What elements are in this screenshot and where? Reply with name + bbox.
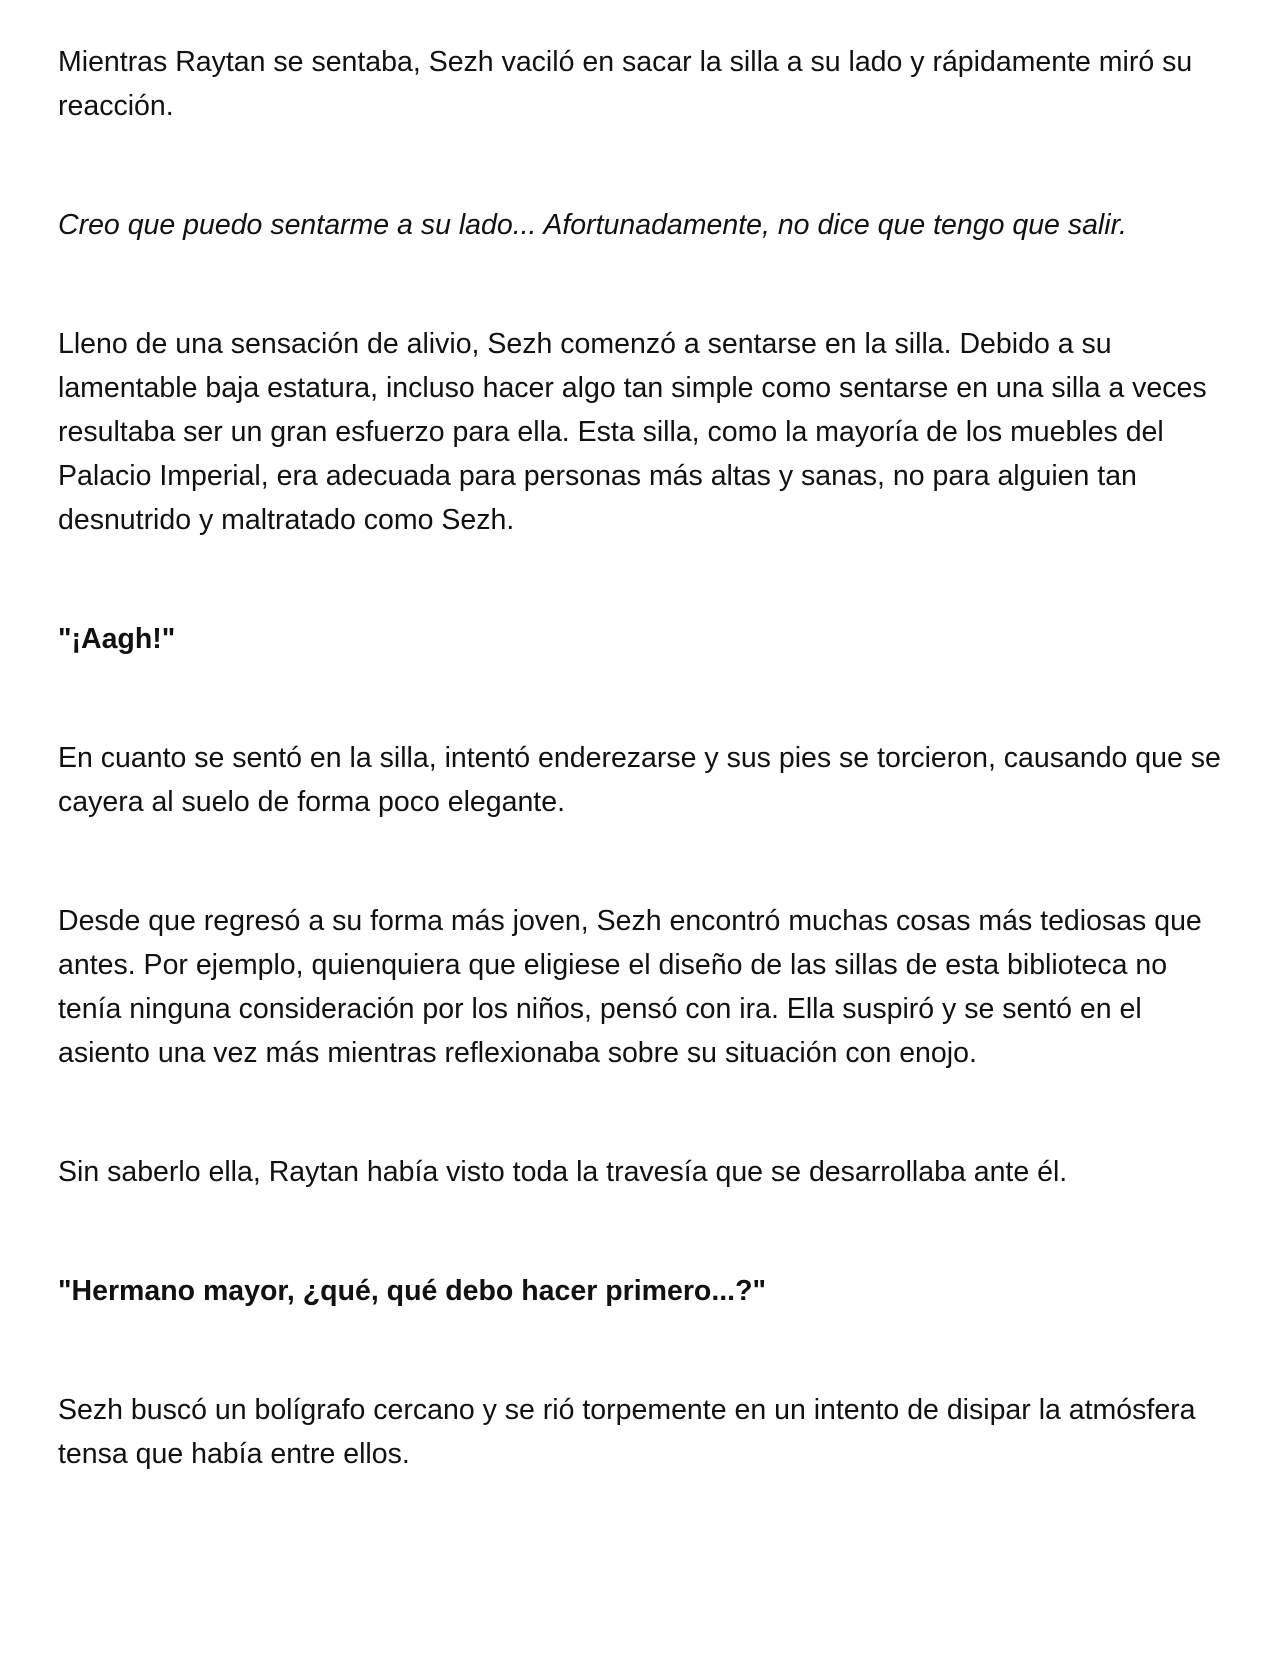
document-page [58, 40, 1228, 1476]
paragraph: Sin saberlo ella, Raytan había visto toda la travesía que se desarrollaba ante él. [58, 1156, 1068, 1188]
paragraph: Sezh buscó un bolígrafo cercano y se rió torpemente en un intento de disipar la atmósfera tensa que había entre ellos. [58, 1394, 1196, 1470]
paragraph: Desde que regresó a su forma más joven, Sezh encontró muchas cosas más tediosas que antes. Por ejemplo, quienquiera que eligiese el diseño de las sillas de esta biblioteca no tenía ninguna consideración por los niños, pensó con ira. Ella suspiró y se sentó en el asiento una vez más mientras reflexionaba sobre su situación con enojo. [58, 905, 1202, 1069]
paragraph: En cuanto se sentó en la silla, intentó enderezarse y sus pies se torcieron, causando que se cayera al suelo de forma poco elegante. [58, 742, 1221, 818]
paragraph-dialogue: "¡Aagh!" [58, 623, 176, 655]
paragraph-thought: Creo que puedo sentarme a su lado... Afortunadamente, no dice que tengo que salir. [58, 209, 1127, 241]
paragraph: Mientras Raytan se sentaba, Sezh vaciló en sacar la silla a su lado y rápidamente miró su reacción. [58, 46, 1193, 122]
paragraph-dialogue: "Hermano mayor, ¿qué, qué debo hacer primero...?" [58, 1275, 767, 1307]
paragraph: Lleno de una sensación de alivio, Sezh comenzó a sentarse en la silla. Debido a su lamentable baja estatura, incluso hacer algo tan simple como sentarse en una silla a veces resultaba ser un gran esfuerzo para ella. Esta silla, como la mayoría de los muebles del Palacio Imperial, era adecuada para personas más altas y sanas, no para alguien tan desnutrido y maltratado como Sezh. [58, 328, 1207, 536]
